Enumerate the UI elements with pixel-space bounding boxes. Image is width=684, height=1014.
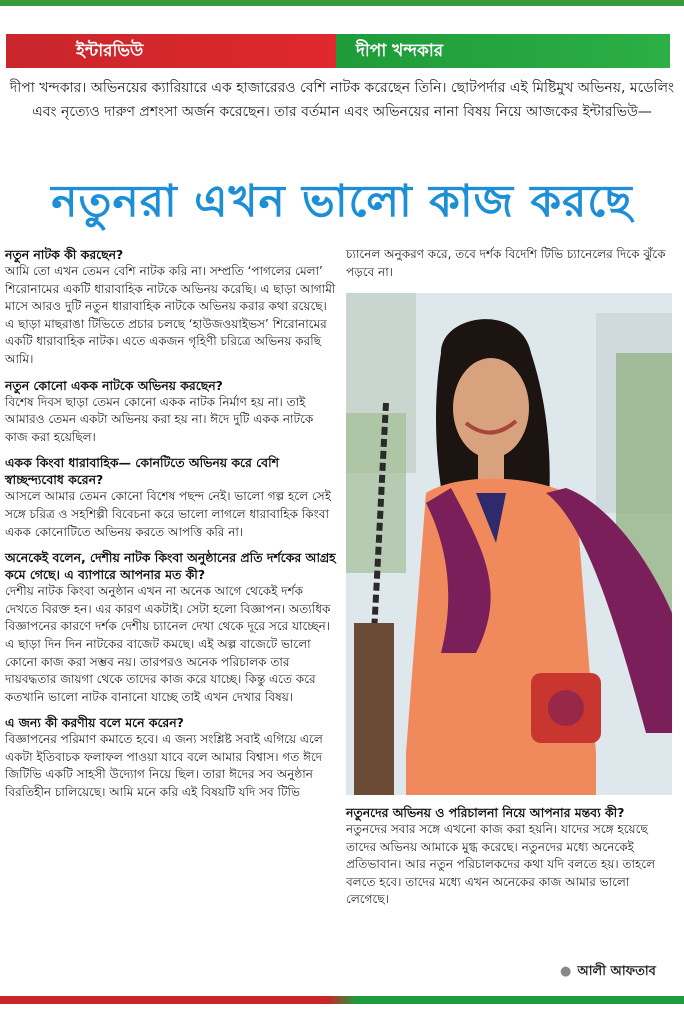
author-name: আলী আফতাব <box>577 964 656 979</box>
answer-2: বিশেষ দিবস ছাড়া তেমন কোনো একক নাটক নির্মাণ হয় না। তাই আমারও তেমন একটা অভিনয় করা হয় না। ঈদে দুটি একক নাটকে কাজ করা হয়েছিল। <box>5 394 314 444</box>
answer-1: আমি তো এখন তেমন বেশি নাটক করি না। সম্প্রতি ‘পাগলের মেলা’ শিরোনামের একটি ধারাবাহিক নাটকে অভিনয় করেছি। এ ছাড়া আগামী মাসে আরও দুটি নতুন ধারাবাহিক নাটকে অভিনয় করার কথা রয়েছে। এ ছাড়া মাছরাঙা টিভিতে প্রচার চলছে ‘হাউজওয়াইভস’ শিরোনামের একটি ধারাবাহিক নাটক। এতে একজন গৃহিণী চরিত্রে অভিনয় করছি আমি। <box>5 264 336 366</box>
left-column <box>5 246 338 810</box>
question-6: নতুনদের অভিনয় ও পরিচালনা নিয়ে আপনার মন্তব্য কী? <box>346 805 625 820</box>
bullet-icon: ● <box>560 964 572 979</box>
answer-4: দেশীয় নাটক কিংবা অনুষ্ঠান এখন না অনেক আগে থেকেই দর্শক দেখতে বিরক্ত হন। এর কারণ একটাই। সেটা হলো বিজ্ঞাপন। অত্যধিক বিজ্ঞাপনের কারণে দর্শক দেশীয় চ্যানেল দেখা থেকে দূরে সরে যাচ্ছেন। এ ছাড়া দিন দিন নাটকের বাজেট কমছে। এই অল্প বাজেটে ভালো কোনো কাজ করা সম্ভব নয়। তারপরও অনেক পরিচালক তার দায়বদ্ধতার জায়গা থেকে তাদের কাজ করে যাচ্ছে। কিন্তু এতে করে কতখানি ভালো নাটক বানানো যাচ্ছে তাই এখন দেখার বিষয়। <box>5 584 331 704</box>
portrait-photo <box>346 293 672 795</box>
question-1: নতুন নাটক কী করছেন? <box>5 247 124 262</box>
top-color-bar <box>0 0 684 6</box>
headline: নতুনরা এখন ভালো কাজ করছে <box>51 176 633 227</box>
right-column-bottom <box>346 804 676 917</box>
person-name: দীপা খন্দকার <box>356 41 444 61</box>
answer-3: আসলে আমার তেমন কোনো বিশেষ পছন্দ নেই। ভালো গল্প হলে সেই সঙ্গে চরিত্র ও সহশিল্পী বিবেচনা করে ভালো লাগলে ধারাবাহিক কিংবা একক কোনোটিতে অভিনয় করতে আপত্তি করি না। <box>5 489 331 539</box>
question-3: একক কিংবা ধারাবাহিক— কোনটিতে অভিনয় করে বেশি স্বাচ্ছন্দ্যবোধ করেন? <box>5 455 279 488</box>
name-tag <box>336 34 670 68</box>
section-tag <box>6 34 336 68</box>
answer-5: বিজ্ঞাপনের পরিমাণ কমাতে হবে। এ জন্য সংশ্লিষ্ট সবাই এগিয়ে এলে একটা ইতিবাচক ফলাফল পাওয়া যাবে বলে আমার বিশ্বাস। গত ঈদে জিটিভি একটি সাহসী উদ্যোগ নিয়ে ছিল। তারা ঈদের সব অনুষ্ঠান বিরতিহীন চালিয়েছে। আমি মনে করি এই বিষয়টি যদি সব টিভি <box>5 732 323 800</box>
question-2: নতুন কোনো একক নাটকে অভিনয় করছেন? <box>5 377 223 393</box>
continuation-text: চ্যানেল অনুকরণ করে, তবে দর্শক বিদেশি টিভি চ্যানেলের দিকে ঝুঁকে পড়বে না। <box>346 247 666 279</box>
byline <box>560 962 656 983</box>
question-5: এ জন্য কী করণীয় বলে মনে করেন? <box>5 715 184 731</box>
question-4: অনেকেই বলেন, দেশীয় নাটক কিংবা অনুষ্ঠানের প্রতি দর্শকের আগ্রহ কমে গেছে। এ ব্যাপারে আপনার মত কী? <box>5 550 336 583</box>
portrait-illustration <box>346 293 672 795</box>
right-column-continuation <box>346 246 676 289</box>
answer-6: নতুনদের সবার সঙ্গে এখনো কাজ করা হয়নি। যাদের সঙ্গে হয়েছে তাদের অভিনয় আমাকে মুগ্ধ করেছে। নতুনদের মধ্যে অনেকেই প্রতিভাবান। আর নতুন পরিচালকদের কথা যদি বলতে হয়। তাহলে বলতে হবে। তাদের মধ্যে এখন অনেকের কাজ আমার ভালো লেগেছে। <box>346 822 656 907</box>
section-label: ইন্টারভিউ <box>76 41 144 61</box>
intro-paragraph: দীপা খন্দকার। অভিনয়ের ক্যারিয়ারে এক হাজারেরও বেশি নাটক করেছেন তিনি। ছোটপর্দার এই মিষ্টিমুখ অভিনয়, মডেলিং এবং নৃত্যেও দারুণ প্রশংসা অর্জন করেছেন। তার বর্তমান এবং অভিনয়ের নানা বিষয় নিয়ে আজকের ইন্টারভিউ— <box>9 80 675 120</box>
bottom-color-bar <box>0 996 684 1004</box>
